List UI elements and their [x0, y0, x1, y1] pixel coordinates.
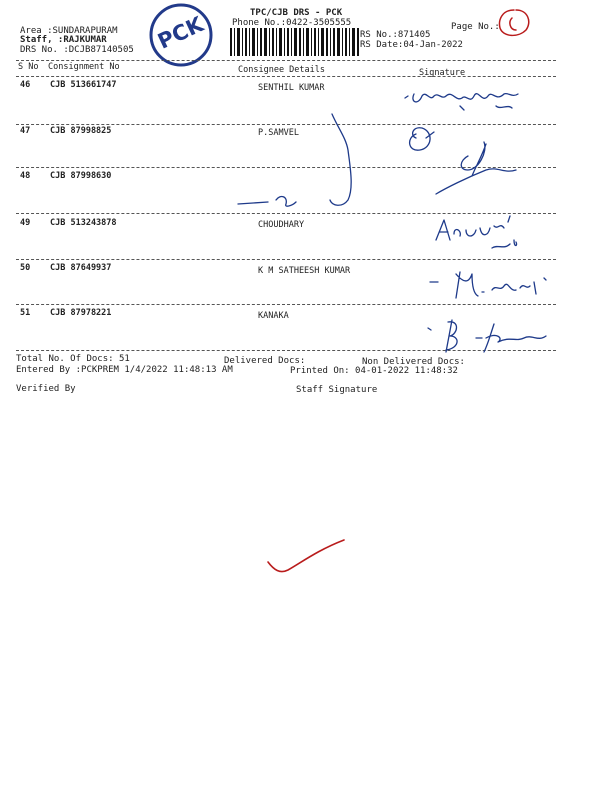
row-47-sno: 47	[20, 126, 31, 136]
col-signature: Signature	[419, 68, 466, 78]
stamp-text: PCK	[154, 12, 207, 54]
page-number-label: Page No.:	[451, 22, 500, 32]
row-46-consignee: SENTHIL KUMAR	[258, 83, 325, 93]
printed-on: Printed On: 04-01-2022 11:48:32	[290, 366, 458, 376]
row-50-consignee: K M SATHEESH KUMAR	[258, 266, 351, 276]
col-consignee: Consignee Details	[238, 65, 325, 75]
divider-top	[16, 60, 556, 61]
row-51-consignment: CJB 87978221	[50, 308, 112, 318]
signature-row-49	[432, 212, 532, 260]
area-label: Area :SUNDARAPURAM	[20, 26, 118, 36]
row-49-consignee: CHOUDHARY	[258, 220, 305, 230]
report-title: TPC/CJB DRS - PCK	[250, 8, 343, 18]
drs-number: DRS No. :DCJB87140505	[20, 45, 134, 55]
total-docs: Total No. Of Docs: 51	[16, 354, 130, 364]
row-50-sno: 50	[20, 263, 31, 273]
barcode	[230, 28, 360, 62]
staff-signature-label: Staff Signature	[296, 385, 378, 395]
phone-number: Phone No.:0422-3505555	[232, 18, 352, 28]
row-46-consignment: CJB 513661747	[50, 80, 117, 90]
signature-row-47-48	[236, 108, 536, 222]
non-delivered-docs: Non Delivered Docs:	[362, 357, 465, 367]
pck-stamp	[148, 2, 214, 68]
entered-by: Entered By :PCKPREM 1/4/2022 11:48:13 AM	[16, 365, 233, 375]
signature-row-51	[424, 312, 564, 362]
delivered-docs: Delivered Docs:	[224, 356, 306, 366]
rs-date: RS Date:04-Jan-2022	[360, 40, 463, 50]
verified-by: Verified By	[16, 384, 76, 394]
row-50-consignment: CJB 87649937	[50, 263, 112, 273]
page-number-handwritten	[494, 6, 534, 44]
row-47-consignment: CJB 87998825	[50, 126, 112, 136]
row-51-consignee: KANAKA	[258, 311, 289, 321]
row-46-sno: 46	[20, 80, 31, 90]
row-48-consignment: CJB 87998630	[50, 171, 112, 181]
col-sno: S No	[18, 62, 39, 72]
row-49-sno: 49	[20, 218, 31, 228]
row-48-sno: 48	[20, 171, 31, 181]
row-51-sno: 51	[20, 308, 31, 318]
row-49-consignment: CJB 513243878	[50, 218, 117, 228]
red-check-mark	[262, 536, 352, 584]
signature-row-50	[426, 268, 556, 312]
rs-number: RS No.:871405	[360, 30, 431, 40]
row-47-consignee: P.SAMVEL	[258, 128, 299, 138]
col-consignment: Consignment No	[48, 62, 120, 72]
staff-label: Staff, :RAJKUMAR	[20, 35, 107, 45]
divider-header	[16, 76, 556, 77]
